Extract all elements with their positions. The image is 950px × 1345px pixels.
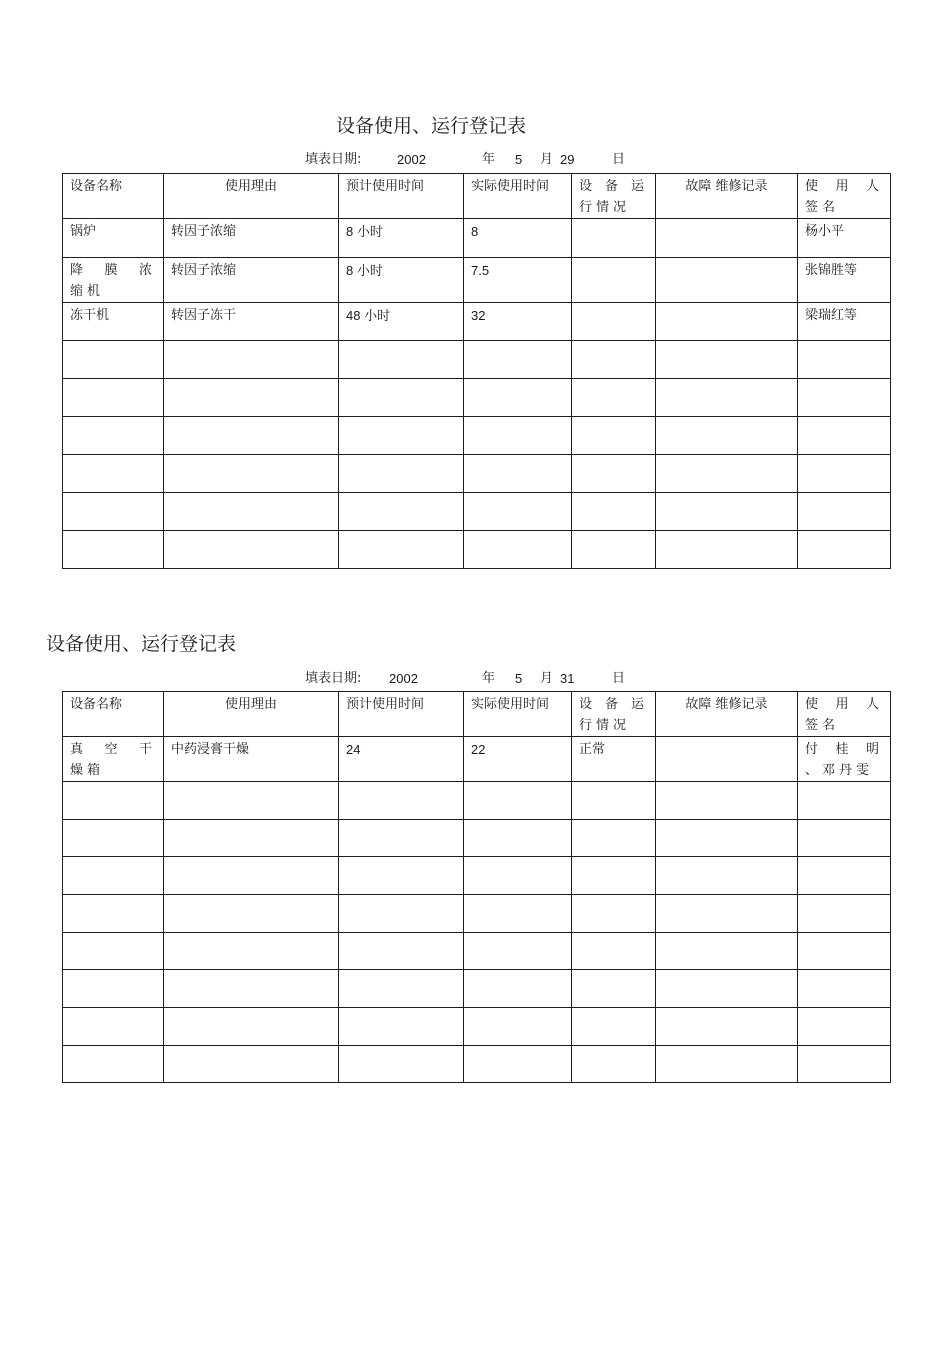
table-row-empty <box>63 820 891 857</box>
cell-reason: 转因子浓缩 <box>164 219 339 258</box>
cell-planned: 48 小时 <box>339 303 464 341</box>
cell-planned: 24 <box>339 737 464 782</box>
table-header-row <box>63 692 891 737</box>
cell-repair <box>656 219 798 258</box>
fill-date-month: 5 <box>515 152 523 167</box>
fill-date-year-unit: 年 <box>482 671 496 686</box>
table-row-empty <box>63 782 891 820</box>
cell-signer: 付 桂 明 、邓丹雯 <box>798 737 891 782</box>
fill-date-label: 填表日期: <box>305 152 362 167</box>
fill-date-label: 填表日期: <box>305 671 362 686</box>
table-row-empty <box>63 417 891 455</box>
cell-planned: 8 小时 <box>339 219 464 258</box>
cell-actual: 32 <box>464 303 572 341</box>
table-row-empty <box>63 341 891 379</box>
table-header-row <box>63 174 891 219</box>
cell-reason: 转因子浓缩 <box>164 258 339 303</box>
col-header-run-status: 设 备 运行情况 <box>572 174 656 219</box>
table-row <box>63 737 891 782</box>
table-row-empty <box>63 455 891 493</box>
col-header-device-name: 设备名称 <box>63 692 164 737</box>
col-header-reason: 使用理由 <box>164 692 339 737</box>
cell-signer: 张锦胜等 <box>798 258 891 303</box>
col-header-repair-record: 故障 维修记录 <box>656 692 798 737</box>
fill-date-month-unit: 月 <box>540 152 554 167</box>
table-row-empty <box>63 531 891 569</box>
form-1-title: 设备使用、运行登记表 <box>336 115 527 137</box>
cell-signer: 梁瑞红等 <box>798 303 891 341</box>
table-row-empty <box>63 933 891 970</box>
cell-status <box>572 258 656 303</box>
fill-date-day: 29 <box>560 152 575 167</box>
col-header-device-name: 设备名称 <box>63 174 164 219</box>
col-header-planned-time: 预计使用时间 <box>339 692 464 737</box>
cell-status: 正常 <box>572 737 656 782</box>
form-1-table <box>62 173 891 569</box>
col-header-actual-time: 实际使用时间 <box>464 174 572 219</box>
col-header-actual-time: 实际使用时间 <box>464 692 572 737</box>
table-row <box>63 219 891 258</box>
cell-repair <box>656 258 798 303</box>
col-header-reason: 使用理由 <box>164 174 339 219</box>
cell-device: 冻干机 <box>63 303 164 341</box>
table-row-empty <box>63 1008 891 1046</box>
fill-date-day: 31 <box>560 671 575 686</box>
table-row <box>63 258 891 303</box>
fill-date-day-unit: 日 <box>612 152 626 167</box>
col-header-signer: 使 用 人 签名 <box>798 692 891 737</box>
cell-device: 锅炉 <box>63 219 164 258</box>
cell-device: 真 空 干 燥箱 <box>63 737 164 782</box>
cell-device: 降 膜 浓 缩机 <box>63 258 164 303</box>
fill-date-year-unit: 年 <box>482 152 496 167</box>
table-row <box>63 303 891 341</box>
cell-repair <box>656 737 798 782</box>
fill-date-month: 5 <box>515 671 523 686</box>
cell-planned: 8 小时 <box>339 258 464 303</box>
form-1-fill-date <box>0 151 950 169</box>
cell-status <box>572 303 656 341</box>
cell-actual: 8 <box>464 219 572 258</box>
col-header-repair-record: 故障 维修记录 <box>656 174 798 219</box>
cell-reason: 中药浸膏干燥 <box>164 737 339 782</box>
cell-actual: 7.5 <box>464 258 572 303</box>
col-header-signer: 使 用 人 签名 <box>798 174 891 219</box>
table-row-empty <box>63 1046 891 1083</box>
cell-repair <box>656 303 798 341</box>
table-row-empty <box>63 493 891 531</box>
table-row-empty <box>63 379 891 417</box>
cell-status <box>572 219 656 258</box>
form-2-fill-date <box>0 670 950 688</box>
fill-date-year: 2002 <box>397 152 426 167</box>
col-header-run-status: 设 备 运行情况 <box>572 692 656 737</box>
fill-date-month-unit: 月 <box>540 671 554 686</box>
form-2-table <box>62 691 891 1083</box>
cell-actual: 22 <box>464 737 572 782</box>
col-header-planned-time: 预计使用时间 <box>339 174 464 219</box>
cell-signer: 杨小平 <box>798 219 891 258</box>
table-row-empty <box>63 857 891 895</box>
cell-reason: 转因子冻干 <box>164 303 339 341</box>
fill-date-year: 2002 <box>389 671 418 686</box>
table-row-empty <box>63 895 891 933</box>
fill-date-day-unit: 日 <box>612 671 626 686</box>
table-row-empty <box>63 970 891 1008</box>
form-2-title: 设备使用、运行登记表 <box>46 633 237 655</box>
